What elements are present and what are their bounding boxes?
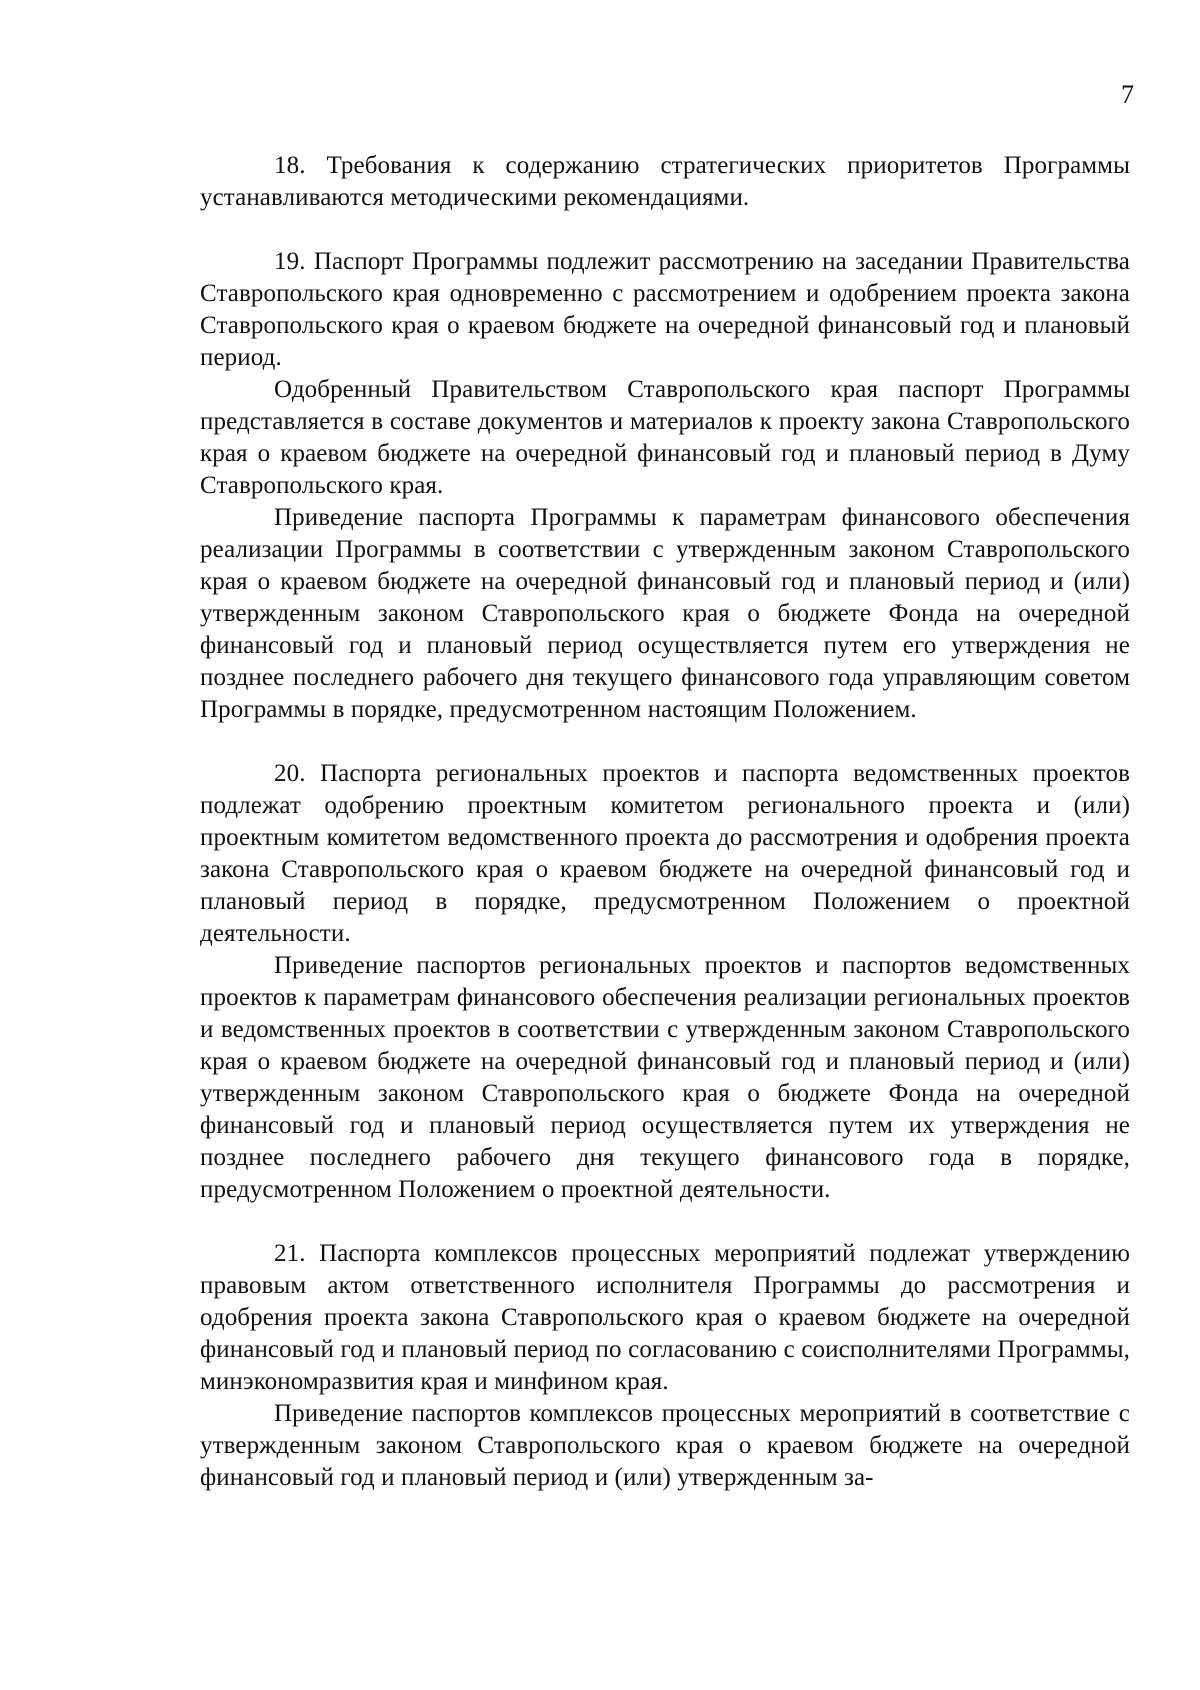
paragraph-18: 18. Требования к содержанию стратегических приоритетов Программы устанавливаются методическими рекомендациями. <box>200 152 1130 211</box>
paragraph-21-alignment: Приведение паспортов комплексов процессных мероприятий в соответствие с утвержденным законом Ставропольского края о краевом бюджете на очередной финансовый год и плановый период и (или) утвержденным за- <box>200 1400 1130 1491</box>
paragraph-19-alignment: Приведение паспорта Программы к параметрам финансового обеспечения реализации Программы в соответствии с утвержденным законом Ставропольского края о краевом бюджете на очередной финансовый год и плановый период и (или) утвержденным законом Ставропольского края о бюджете Фонда на очередной финансовый год и плановый период осуществляется путем его утверждения не позднее последнего рабочего дня текущего финансового года управляющим советом Программы в порядке, предусмотренном настоящим Положением. <box>200 504 1130 723</box>
paragraph-20: 20. Паспорта региональных проектов и паспорта ведомственных проектов подлежат одобрению проектным комитетом регионального проекта и (или) проектным комитетом ведомственного проекта до рассмотрения и одобрения проекта закона Ставропольского края о краевом бюджете на очередной финансовый год и плановый период в порядке, предусмотренном Положением о проектной деятельности. <box>200 760 1130 947</box>
document-body <box>200 150 1130 1494</box>
paragraph-21: 21. Паспорта комплексов процессных мероприятий подлежат утверждению правовым актом ответственного исполнителя Программы до рассмотрения и одобрения проекта закона Ставропольского края о краевом бюджете на очередной финансовый год и плановый период по согласованию с соисполнителями Программы, минэкономразвития края и минфином края. <box>200 1240 1130 1395</box>
paragraph-19-approved-passport: Одобренный Правительством Ставропольского края паспорт Программы представляется в составе документов и материалов к проекту закона Ставропольского края о краевом бюджете на очередной финансовый год и плановый период в Думу Ставропольского края. <box>200 376 1130 499</box>
paragraph-20-alignment: Приведение паспортов региональных проектов и паспортов ведомственных проектов к параметрам финансового обеспечения реализации региональных проектов и ведомственных проектов в соответствии с утвержденным законом Ставропольского края о краевом бюджете на очередной финансовый год и плановый период и (или) утвержденным законом Ставропольского края о бюджете Фонда на очередной финансовый год и плановый период осуществляется путем их утверждения не позднее последнего рабочего дня текущего финансового года в порядке, предусмотренном Положением о проектной деятельности. <box>200 952 1130 1203</box>
page-number: 7 <box>1121 80 1134 109</box>
paragraph-19: 19. Паспорт Программы подлежит рассмотрению на заседании Правительства Ставропольского края одновременно с рассмотрением и одобрением проекта закона Ставропольского края о краевом бюджете на очередной финансовый год и плановый период. <box>200 248 1130 371</box>
